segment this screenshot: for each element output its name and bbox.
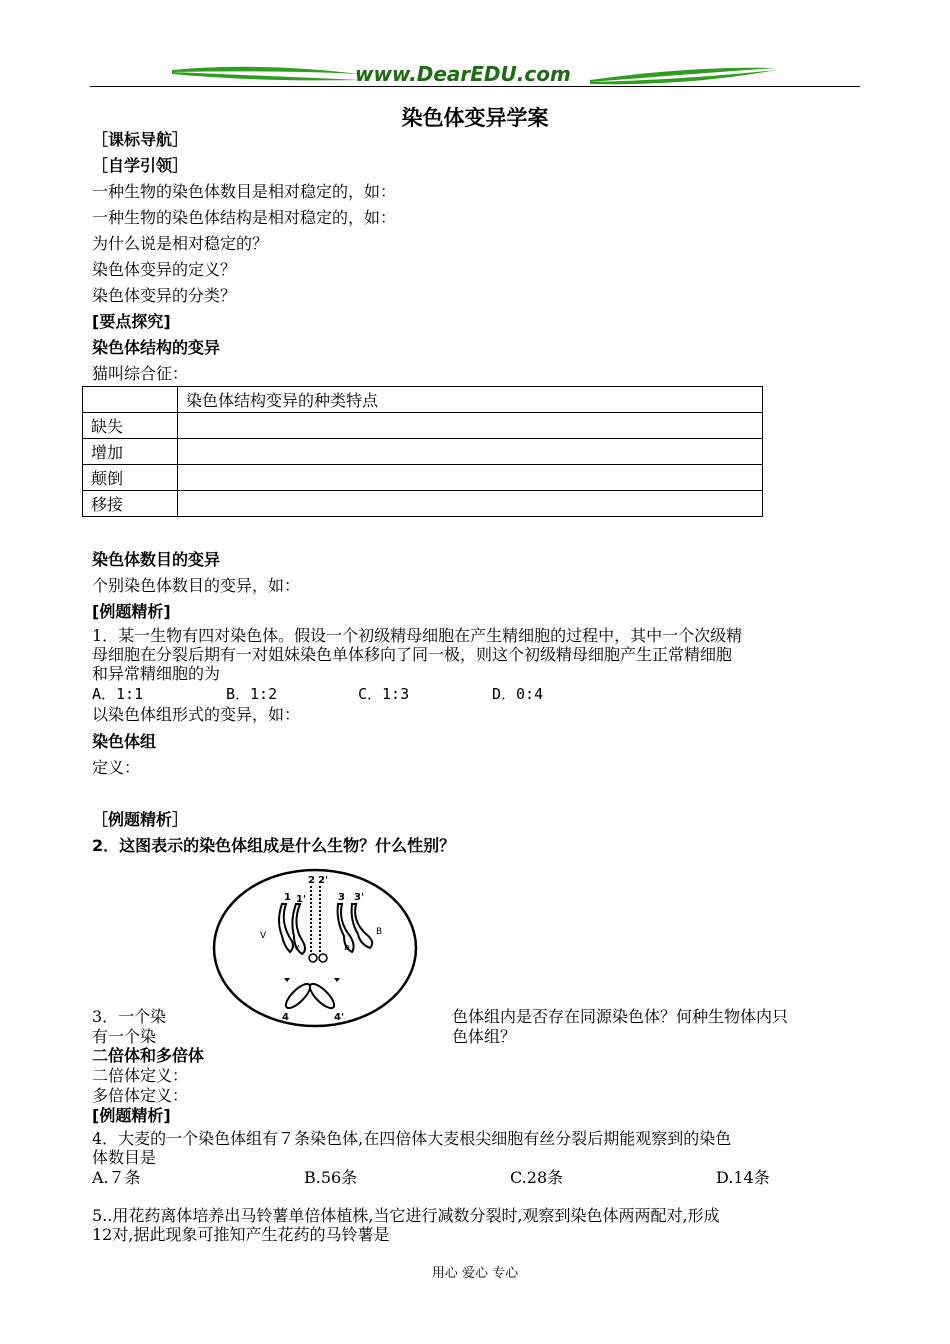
page-footer: 用心 爱心 专心	[431, 1266, 519, 1281]
structure-variation-table	[82, 386, 763, 517]
intro-line: 染色体变异的定义？	[92, 260, 237, 279]
q3-right-line1: 色体组内是否存在同源染色体？何种生物体内只	[452, 1007, 789, 1026]
q1-line: 和异常精细胞的为	[92, 664, 221, 683]
intro-line: 为什么说是相对稳定的？	[92, 234, 269, 253]
q5-line: 5..用花药离体培养出马铃薯单倍体植株,当它进行减数分裂时,观察到染色体两两配对,形成	[92, 1206, 720, 1225]
section-example-3: [例题精析]	[92, 1106, 171, 1125]
q4-line: 体数目是	[92, 1148, 157, 1167]
label-2: 2	[308, 875, 315, 886]
chromosome-3-prime	[352, 904, 373, 948]
section-key-points: [要点探究]	[92, 312, 171, 331]
table-row	[83, 465, 763, 491]
q3-right-line2: 色体组？	[452, 1027, 517, 1046]
chromosome-set-definition: 定义：	[92, 758, 141, 777]
q1-option-c: C．1:3	[358, 685, 410, 703]
q3-left-line2: 有一个染	[92, 1027, 157, 1046]
label-b: b	[344, 943, 350, 953]
page-title: 染色体变异学案	[401, 106, 549, 130]
heading-number-variation: 染色体数目的变异	[92, 550, 221, 569]
cat-cry-syndrome: 猫叫综合征：	[92, 364, 189, 383]
q1-line: 1．某一生物有四对染色体。假设一个初级精母细胞在产生精细胞的过程中，其中一个次级精	[92, 626, 743, 645]
q2-text: 2．这图表示的染色体组成是什么生物？什么性别？	[92, 836, 456, 855]
header-rule	[90, 86, 860, 87]
table-cell: 颠倒	[83, 465, 178, 491]
intro-line: 一种生物的染色体结构是相对稳定的，如：	[92, 208, 397, 227]
table-row	[83, 387, 763, 413]
table-row	[83, 413, 763, 439]
heading-chromosome-set: 染色体组	[92, 732, 157, 751]
section-example-1: [例题精析]	[92, 602, 171, 621]
table-cell: 缺失	[83, 413, 178, 439]
q5-line: 12对,据此现象可推知产生花药的马铃薯是	[92, 1225, 390, 1244]
q4-option-d: D.14条	[716, 1168, 770, 1187]
label-3-prime: 3'	[354, 892, 365, 903]
table-cell: 增加	[83, 439, 178, 465]
intro-line: 染色体变异的分类？	[92, 286, 237, 305]
q1-option-d: D．0:4	[492, 685, 544, 703]
label-2-prime: 2'	[318, 875, 329, 886]
table-cell	[178, 413, 763, 439]
q1-line: 母细胞在分裂后期有一对姐妹染色单体移向了同一极，则这个初级精母细胞产生正常精细胞	[92, 645, 733, 664]
group-form-variation: 以染色体组形式的变异，如：	[92, 705, 301, 724]
left-swoosh	[172, 67, 360, 74]
diploid-definition: 二倍体定义：	[92, 1066, 189, 1085]
chromosome-4	[282, 980, 313, 1011]
section-selfstudy: ［自学引领］	[92, 156, 189, 175]
section-curriculum: ［课标导航］	[92, 130, 189, 149]
q4-option-a: A.７条	[92, 1168, 141, 1187]
site-logo-text[interactable]: www.DearEDU.com	[355, 62, 571, 86]
q3-left-line1: 3．一个染	[92, 1007, 167, 1026]
table-header-cell: 染色体结构变异的种类特点	[178, 387, 763, 413]
q4-option-c: C.28条	[510, 1168, 564, 1187]
polyploid-definition: 多倍体定义：	[92, 1086, 189, 1105]
label-4-prime: 4'	[334, 1012, 345, 1023]
intro-line: 一种生物的染色体数目是相对稳定的，如：	[92, 182, 397, 201]
section-example-2: ［例题精析］	[92, 810, 189, 829]
individual-number-variation: 个别染色体数目的变异，如：	[92, 576, 301, 595]
table-row	[83, 491, 763, 517]
table-cell	[83, 387, 178, 413]
label-1-prime: 1'	[296, 894, 307, 905]
table-cell	[178, 465, 763, 491]
label-V: V	[260, 931, 267, 941]
chromosome-cell-figure	[210, 866, 420, 1030]
label-3: 3	[338, 892, 345, 903]
q1-option-b: B．1:2	[226, 685, 278, 703]
chromosome-1	[279, 904, 293, 952]
q1-option-a: A．1:1	[92, 685, 144, 703]
heading-ploidy: 二倍体和多倍体	[92, 1046, 205, 1065]
cell-outline	[214, 870, 416, 1026]
table-cell: 移接	[83, 491, 178, 517]
label-1: 1	[284, 892, 291, 903]
table-cell	[178, 439, 763, 465]
table-cell	[178, 491, 763, 517]
chromosome-4-prime	[306, 980, 337, 1011]
label-B: B	[376, 927, 383, 937]
q4-option-b: B.56条	[304, 1168, 358, 1187]
label-4: 4	[282, 1012, 289, 1023]
q4-line: 4．大麦的一个染色体组有７条染色体,在四倍体大麦根尖细胞有丝分裂后期能观察到的染色	[92, 1129, 732, 1148]
label-v: v	[294, 943, 300, 953]
heading-structure-variation: 染色体结构的变异	[92, 338, 221, 357]
table-row	[83, 439, 763, 465]
